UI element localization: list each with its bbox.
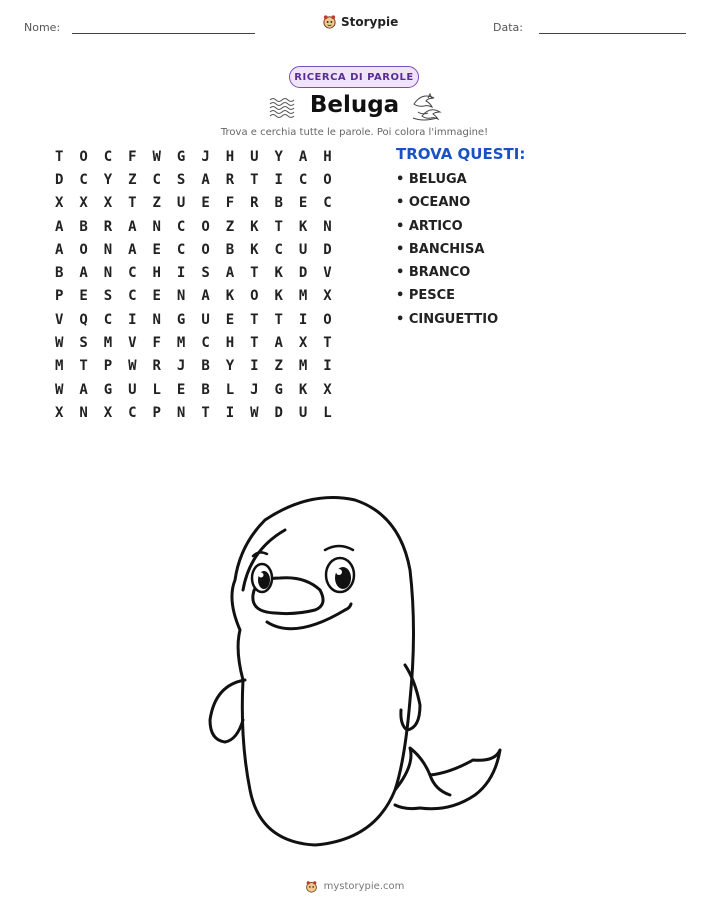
grid-row: [47, 285, 340, 308]
grid-cell[interactable]: O: [79, 148, 88, 165]
grid-cell[interactable]: A: [128, 241, 137, 258]
grid-cell[interactable]: T: [128, 195, 137, 212]
grid-cell[interactable]: C: [79, 171, 88, 188]
page-title: Beluga: [309, 92, 400, 118]
grid-row: [47, 308, 340, 331]
grid-cell[interactable]: B: [274, 195, 283, 212]
grid-cell[interactable]: B: [201, 381, 210, 398]
grid-cell[interactable]: C: [176, 241, 186, 258]
grid-cell[interactable]: L: [152, 381, 161, 398]
grid-cell[interactable]: C: [323, 195, 332, 212]
beluga-illustration: [195, 490, 505, 870]
grid-cell[interactable]: R: [250, 195, 259, 212]
grid-cell[interactable]: B: [201, 358, 210, 375]
grid-cell[interactable]: A: [54, 241, 64, 258]
grid-cell[interactable]: X: [79, 195, 88, 212]
grid-cell[interactable]: J: [201, 148, 210, 165]
grid-cell[interactable]: A: [298, 148, 308, 165]
grid-cell[interactable]: R: [225, 171, 235, 188]
grid-cell[interactable]: V: [128, 335, 137, 352]
grid-cell[interactable]: E: [152, 288, 161, 305]
grid-cell[interactable]: N: [323, 218, 332, 235]
grid-cell[interactable]: I: [225, 404, 235, 421]
grid-cell[interactable]: S: [176, 171, 186, 188]
grid-cell[interactable]: T: [274, 218, 283, 235]
grid-cell[interactable]: C: [103, 148, 113, 165]
grid-cell[interactable]: B: [79, 218, 88, 235]
word-list-item: • ARTICO: [396, 219, 498, 242]
grid-cell[interactable]: E: [152, 241, 161, 258]
word-list-item: • BANCHISA: [396, 242, 498, 265]
grid-cell[interactable]: V: [323, 265, 332, 282]
grid-cell[interactable]: X: [54, 404, 64, 421]
grid-cell[interactable]: W: [54, 381, 64, 398]
grid-cell[interactable]: X: [103, 195, 113, 212]
grid-cell[interactable]: N: [103, 265, 113, 282]
grid-cell[interactable]: S: [201, 265, 210, 282]
grid-cell[interactable]: U: [250, 148, 259, 165]
grid-cell[interactable]: Q: [79, 311, 88, 328]
grid-cell[interactable]: Z: [152, 195, 161, 212]
grid-cell[interactable]: K: [274, 265, 283, 282]
grid-cell[interactable]: P: [54, 288, 64, 305]
grid-cell[interactable]: M: [298, 358, 308, 375]
grid-cell[interactable]: V: [54, 311, 64, 328]
grid-cell[interactable]: I: [298, 311, 308, 328]
grid-cell[interactable]: I: [128, 311, 137, 328]
grid-cell[interactable]: U: [298, 241, 308, 258]
grid-cell[interactable]: O: [323, 171, 332, 188]
grid-cell[interactable]: A: [79, 265, 88, 282]
grid-row: [47, 355, 340, 378]
grid-cell[interactable]: M: [176, 335, 186, 352]
grid-cell[interactable]: E: [298, 195, 308, 212]
grid-cell[interactable]: O: [250, 288, 259, 305]
grid-cell[interactable]: I: [176, 265, 186, 282]
grid-cell[interactable]: T: [201, 404, 210, 421]
grid-row: [47, 192, 340, 215]
grid-cell[interactable]: F: [128, 148, 137, 165]
grid-cell[interactable]: A: [128, 218, 137, 235]
grid-cell[interactable]: T: [250, 265, 259, 282]
grid-row: [47, 331, 340, 354]
word-list-item: • CINGUETTIO: [396, 312, 498, 335]
brand-logo: [322, 14, 398, 29]
grid-cell[interactable]: N: [176, 404, 186, 421]
grid-cell[interactable]: C: [298, 171, 308, 188]
dolphins-icon: [410, 90, 444, 122]
grid-cell[interactable]: E: [79, 288, 88, 305]
grid-cell[interactable]: E: [176, 381, 186, 398]
grid-row: [47, 145, 340, 168]
grid-cell[interactable]: N: [152, 218, 161, 235]
grid-cell[interactable]: L: [225, 381, 235, 398]
grid-cell[interactable]: K: [274, 288, 283, 305]
grid-cell[interactable]: O: [79, 241, 88, 258]
grid-cell[interactable]: C: [128, 404, 137, 421]
word-list-item: • OCEANO: [396, 195, 498, 218]
grid-cell[interactable]: T: [79, 358, 88, 375]
grid-cell[interactable]: K: [298, 381, 308, 398]
word-list-item: • BRANCO: [396, 265, 498, 288]
name-line[interactable]: [72, 33, 255, 34]
grid-cell[interactable]: A: [274, 335, 283, 352]
grid-cell[interactable]: Y: [274, 148, 283, 165]
grid-cell[interactable]: U: [201, 311, 210, 328]
date-label: Data:: [493, 21, 523, 34]
grid-cell[interactable]: T: [250, 171, 259, 188]
grid-cell[interactable]: K: [225, 288, 235, 305]
grid-cell[interactable]: W: [152, 148, 161, 165]
word-list-item: • BELUGA: [396, 172, 498, 195]
grid-cell[interactable]: K: [250, 241, 259, 258]
grid-cell[interactable]: D: [323, 241, 332, 258]
grid-cell[interactable]: B: [225, 241, 235, 258]
grid-cell[interactable]: G: [103, 381, 113, 398]
grid-cell[interactable]: H: [323, 148, 332, 165]
footer: [0, 880, 709, 893]
grid-row: [47, 261, 340, 284]
grid-cell[interactable]: P: [103, 358, 113, 375]
grid-cell[interactable]: G: [274, 381, 283, 398]
grid-cell[interactable]: C: [152, 171, 161, 188]
grid-cell[interactable]: D: [54, 171, 64, 188]
grid-cell[interactable]: C: [103, 311, 113, 328]
grid-cell[interactable]: A: [79, 381, 88, 398]
grid-cell[interactable]: W: [128, 358, 137, 375]
grid-cell[interactable]: M: [103, 335, 113, 352]
grid-cell[interactable]: W: [54, 335, 64, 352]
date-line[interactable]: [539, 33, 686, 34]
grid-cell[interactable]: Y: [225, 358, 235, 375]
grid-cell[interactable]: Z: [274, 358, 283, 375]
grid-cell[interactable]: I: [250, 358, 259, 375]
grid-cell[interactable]: F: [225, 195, 235, 212]
grid-cell[interactable]: N: [176, 288, 186, 305]
grid-cell[interactable]: I: [274, 171, 283, 188]
grid-cell[interactable]: C: [128, 265, 137, 282]
grid-cell[interactable]: S: [103, 288, 113, 305]
storypie-mascot-icon: [305, 880, 318, 893]
grid-cell[interactable]: D: [298, 265, 308, 282]
grid-cell[interactable]: C: [201, 335, 210, 352]
grid-cell[interactable]: T: [250, 311, 259, 328]
grid-cell[interactable]: A: [201, 171, 210, 188]
grid-cell[interactable]: H: [225, 335, 235, 352]
word-list-title: TROVA QUESTI:: [396, 145, 526, 163]
grid-cell[interactable]: Y: [103, 171, 113, 188]
grid-cell[interactable]: A: [201, 288, 210, 305]
grid-cell[interactable]: N: [79, 404, 88, 421]
grid-cell[interactable]: T: [54, 148, 64, 165]
grid-cell[interactable]: R: [152, 358, 161, 375]
grid-cell[interactable]: C: [274, 241, 283, 258]
instructions-text: Trova e cerchia tutte le parole. Poi colora l'immagine!: [220, 127, 489, 138]
grid-cell[interactable]: J: [176, 358, 186, 375]
grid-cell[interactable]: U: [176, 195, 186, 212]
grid-cell[interactable]: E: [225, 311, 235, 328]
word-list-item: • PESCE: [396, 288, 498, 311]
grid-cell[interactable]: B: [54, 265, 64, 282]
grid-cell[interactable]: X: [323, 288, 332, 305]
grid-cell[interactable]: N: [152, 311, 161, 328]
grid-cell[interactable]: K: [250, 218, 259, 235]
grid-cell[interactable]: D: [274, 404, 283, 421]
grid-cell[interactable]: T: [274, 311, 283, 328]
grid-cell[interactable]: W: [250, 404, 259, 421]
letter-grid: [47, 145, 340, 425]
grid-cell[interactable]: Z: [225, 218, 235, 235]
grid-cell[interactable]: F: [152, 335, 161, 352]
grid-row: [47, 168, 340, 191]
word-list: [396, 172, 498, 335]
brand-name: Storypie: [341, 14, 399, 29]
grid-cell[interactable]: A: [225, 265, 235, 282]
grid-cell[interactable]: I: [323, 358, 332, 375]
grid-row: [47, 401, 340, 424]
grid-cell[interactable]: X: [54, 195, 64, 212]
grid-cell[interactable]: G: [176, 148, 186, 165]
grid-row: [47, 215, 340, 238]
grid-cell[interactable]: H: [152, 265, 161, 282]
grid-cell[interactable]: T: [250, 335, 259, 352]
grid-cell[interactable]: L: [323, 404, 332, 421]
grid-cell[interactable]: Z: [128, 171, 137, 188]
storypie-mascot-icon: [322, 14, 337, 29]
grid-cell[interactable]: N: [103, 241, 113, 258]
grid-cell[interactable]: A: [54, 218, 64, 235]
grid-cell[interactable]: O: [201, 218, 210, 235]
grid-cell[interactable]: X: [323, 381, 332, 398]
name-label: Nome:: [24, 21, 61, 34]
footer-url[interactable]: mystorypie.com: [323, 881, 405, 892]
grid-cell[interactable]: P: [152, 404, 161, 421]
grid-cell[interactable]: E: [201, 195, 210, 212]
grid-cell[interactable]: T: [323, 335, 332, 352]
grid-cell[interactable]: O: [323, 311, 332, 328]
grid-cell[interactable]: C: [176, 218, 186, 235]
grid-cell[interactable]: G: [176, 311, 186, 328]
grid-cell[interactable]: U: [128, 381, 137, 398]
grid-cell[interactable]: K: [298, 218, 308, 235]
grid-cell[interactable]: R: [103, 218, 113, 235]
grid-cell[interactable]: U: [298, 404, 308, 421]
grid-cell[interactable]: X: [298, 335, 308, 352]
grid-row: [47, 378, 340, 401]
category-badge: RICERCA DI PAROLE: [289, 66, 419, 88]
grid-cell[interactable]: O: [201, 241, 210, 258]
grid-row: [47, 238, 340, 261]
grid-cell[interactable]: S: [79, 335, 88, 352]
grid-cell[interactable]: X: [103, 404, 113, 421]
grid-cell[interactable]: M: [54, 358, 64, 375]
grid-cell[interactable]: H: [225, 148, 235, 165]
grid-cell[interactable]: C: [128, 288, 137, 305]
grid-cell[interactable]: M: [298, 288, 308, 305]
grid-cell[interactable]: J: [250, 381, 259, 398]
